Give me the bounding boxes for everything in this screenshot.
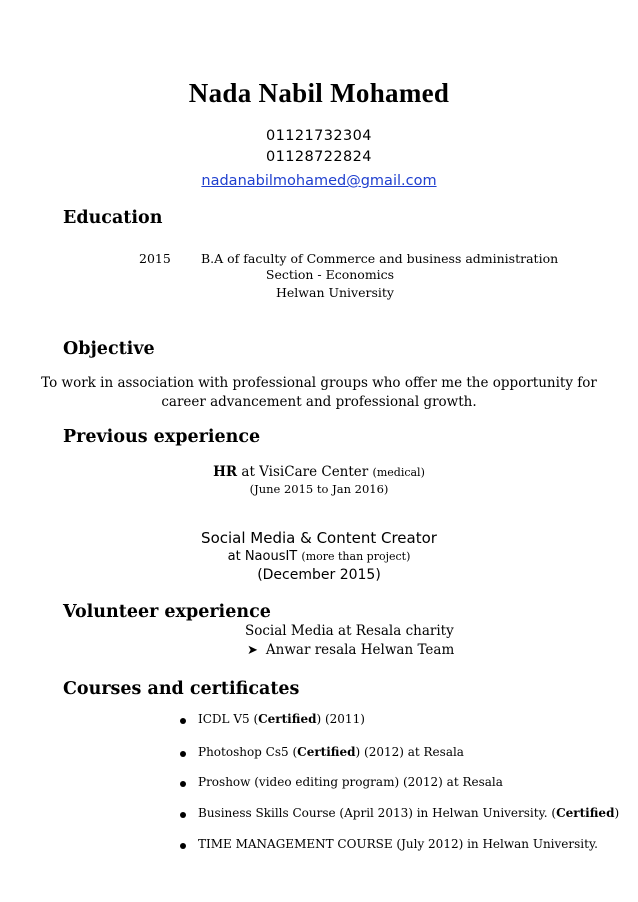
objective-heading: Objective: [63, 339, 155, 359]
course-text: Proshow (video editing program) (2012) at Resala: [198, 775, 503, 789]
course-item: [198, 775, 503, 789]
course-certified: Certified: [297, 745, 356, 759]
course-certified: Certified: [258, 712, 317, 726]
job-1-company: at VisiCare Center: [241, 464, 369, 480]
course-text-post: ): [614, 806, 620, 820]
job-2-company: at NaousIT: [227, 549, 298, 564]
course-text-post: ) (2012) at Resala: [355, 745, 464, 759]
volunteer-heading: Volunteer experience: [63, 602, 271, 622]
bullet-icon: [180, 751, 186, 757]
course-text: TIME MANAGEMENT COURSE (July 2012) in Helwan University.: [198, 837, 598, 851]
education-section: Section - Economics: [265, 267, 395, 282]
education-heading: Education: [63, 208, 163, 228]
courses-heading: Courses and certificates: [63, 679, 300, 699]
volunteer-item: [247, 642, 454, 658]
bullet-icon: [180, 781, 186, 787]
volunteer-item-text: Anwar resala Helwan Team: [265, 642, 455, 658]
course-text: Photoshop Cs5 (: [198, 745, 298, 759]
bullet-icon: [180, 718, 186, 724]
job-2-role: Social Media & Content Creator: [201, 529, 437, 547]
course-item: [198, 806, 619, 820]
job-2-note: (more than project): [301, 550, 411, 563]
course-text: ICDL V5 (: [198, 712, 259, 726]
course-text: Business Skills Course (April 2013) in Helwan University. (: [198, 806, 557, 820]
candidate-name: Nada Nabil Mohamed: [188, 78, 450, 108]
job-2-company-line: [0, 549, 638, 564]
objective-line-2: career advancement and professional growth.: [161, 394, 477, 410]
bullet-icon: [180, 843, 186, 849]
education-year: 2015: [139, 251, 171, 266]
volunteer-line: Social Media at Resala charity: [245, 623, 454, 639]
objective-line-1: To work in association with professional groups who offer me the opportunity for: [41, 375, 597, 391]
phone-number-2: 01128722824: [266, 149, 372, 165]
previous-experience-heading: Previous experience: [63, 427, 261, 447]
job-1-note: (medical): [372, 466, 425, 479]
course-text-post: ) (2011): [316, 712, 365, 726]
job-1-title: [0, 464, 638, 480]
bullet-icon: [180, 812, 186, 818]
course-certified: Certified: [556, 806, 615, 820]
job-1-role: HR: [213, 464, 238, 480]
email-link[interactable]: nadanabilmohamed@gmail.com: [201, 173, 437, 189]
education-degree: B.A of faculty of Commerce and business administration: [201, 251, 559, 266]
phone-number-1: 01121732304: [266, 128, 372, 144]
course-item: [198, 837, 598, 851]
course-item: [198, 745, 464, 759]
education-university: Helwan University: [276, 285, 394, 300]
job-1-dates: (June 2015 to Jan 2016): [249, 482, 389, 496]
course-item: [198, 712, 365, 726]
job-2-dates: (December 2015): [257, 567, 381, 583]
arrow-bullet-icon: ➤: [247, 643, 258, 658]
